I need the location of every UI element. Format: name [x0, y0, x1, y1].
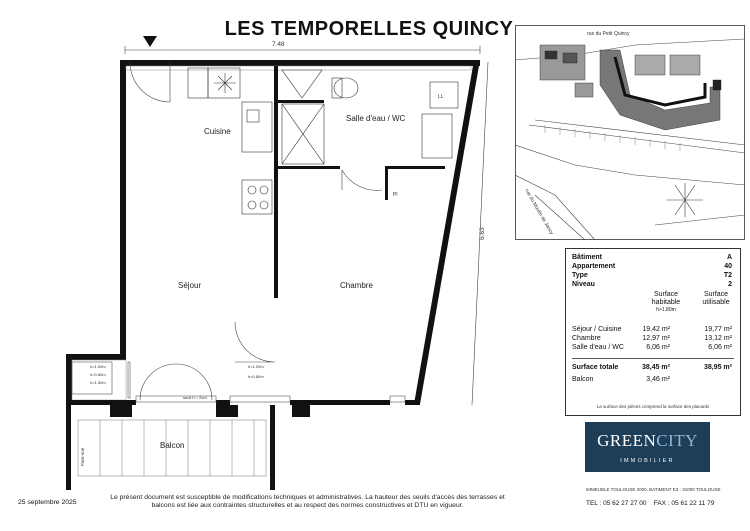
svg-text:h=1.50m: h=1.50m [90, 380, 106, 385]
svg-text:h=1.00m: h=1.00m [248, 364, 264, 369]
width-dimension: 7.48 [272, 41, 285, 48]
svg-text:seuil h = 2cm: seuil h = 2cm [183, 395, 207, 400]
room-kitchen-label: Cuisine [204, 127, 231, 136]
north-arrow-icon [143, 36, 157, 47]
room-bathroom-label: Salle d'eau / WC [346, 114, 406, 123]
room-bedroom-label: Chambre [340, 281, 373, 290]
location-map [515, 25, 745, 240]
depth-dimension: 6.63 [479, 227, 486, 240]
disclaimer-text: Le présent document est susceptible de modifications techniques et administratives. La hauteur des seuils d'accès des terrasses et balcons est liée aux contraintes structurelles et au respect des normes constructives et DTU en vigueur. [110, 494, 505, 509]
svg-text:Pare-vue: Pare-vue [80, 447, 85, 466]
room-balcony-label: Balcon [160, 441, 185, 450]
surface-table: Bâtiment A Appartement 40 Type T2 Niveau 2 Surface habitable h>1.80m Surface utilisable Séjour / Cuisine 19,42 m² 19,77 m² Chambre 12,97 m² 13,12 m² Salle d'eau / WC 6,06 m² 6,06 m² Surface totale 38,45 m² 38,95 m² Balcon 3,46 m² La surface des pièces comprend la surface des placards [565, 248, 741, 416]
svg-text:rue du Petit Quincy: rue du Petit Quincy [587, 31, 630, 37]
company-address: IMMEUBLE TOULOUSE 2000, BATIMENT E3 - 31000 TOULOUSE [586, 487, 721, 492]
svg-text:h=1.00m: h=1.00m [90, 364, 106, 369]
svg-text:h=0.80m: h=0.80m [248, 374, 264, 379]
svg-text:h=0.80m: h=0.80m [90, 372, 106, 377]
company-phones: TEL : 05 62 27 27 00 FAX : 05 61 22 11 79 [586, 500, 715, 507]
company-logo: GREENCITY IMMOBILIER [585, 422, 710, 472]
svg-text:Pl: Pl [393, 192, 398, 198]
document-date: 25 septembre 2025 [18, 499, 77, 506]
page-title: LES TEMPORELLES QUINCY [224, 18, 514, 40]
svg-text:rue du Moulin de Jancy: rue du Moulin de Jancy [523, 188, 555, 236]
svg-text:LL: LL [438, 94, 444, 100]
room-living-label: Séjour [178, 281, 202, 290]
